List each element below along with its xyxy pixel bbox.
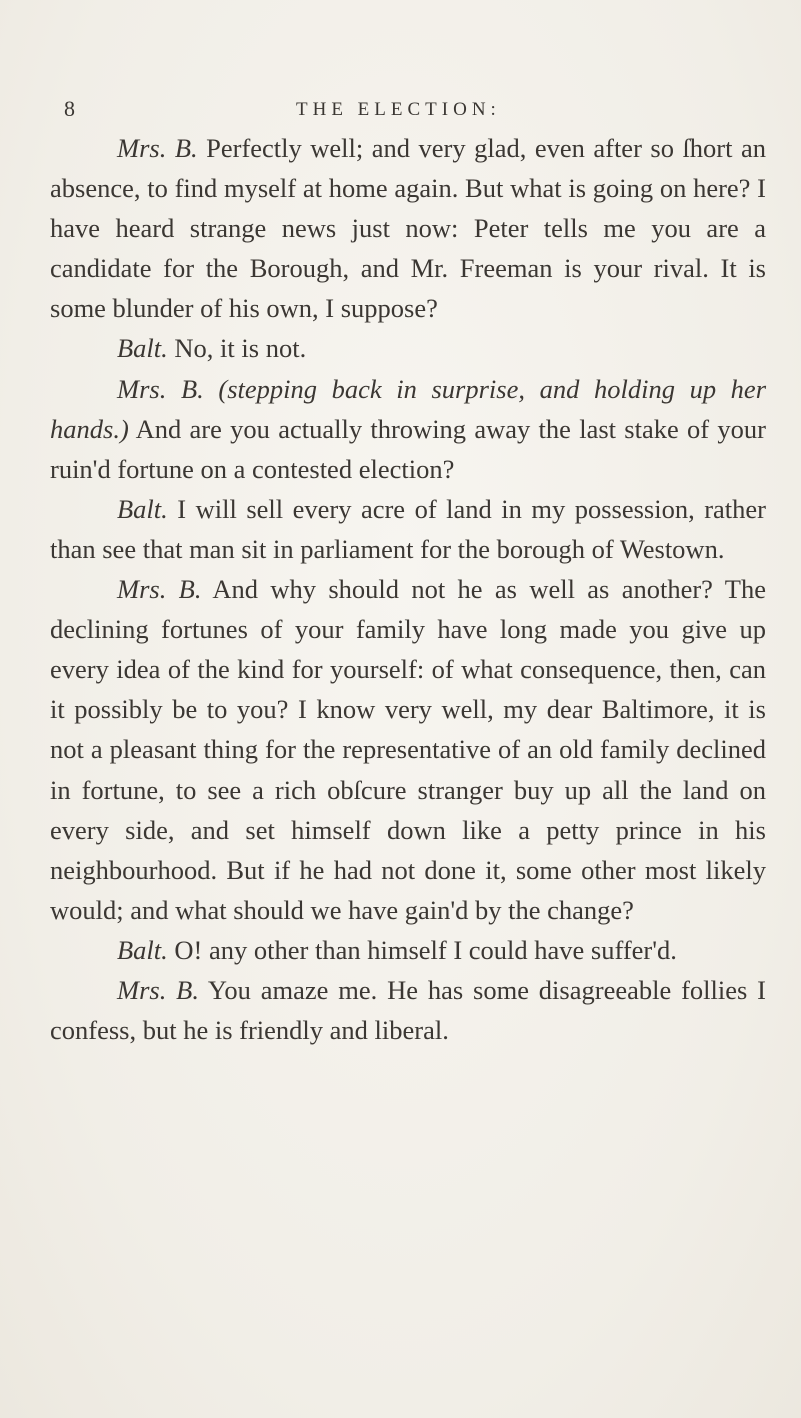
page-number: 8 bbox=[64, 96, 75, 121]
dialogue-paragraph bbox=[50, 369, 766, 489]
dialogue-text: No, it is not. bbox=[167, 333, 307, 364]
dialogue-text: I will sell every acre of land in my possession, rather than see that man sit in parliament for the borough of Westown. bbox=[50, 493, 766, 564]
speaker-name: Mrs. B. bbox=[117, 574, 202, 605]
dialogue-text: And are you actually throwing away the last stake of your ruin'd fortune on a contested election? bbox=[50, 413, 766, 484]
body-text bbox=[50, 128, 766, 1050]
dialogue-text: And why should not he as well as another? The declining fortunes of your family have long made you give up every idea of the kind for yourself: of what consequence, then, can it possibly be to you? I know very well, my dear Baltimore, it is not a pleasant thing for the representative of an old family declined in fortune, to see a rich obſcure stranger buy up all the land on every side, and set himself down like a petty prince in his neighbourhood. But if he had not done it, some other most likely would; and what should we have gain'd by the change? bbox=[50, 574, 766, 925]
dialogue-paragraph bbox=[50, 128, 766, 328]
dialogue-paragraph bbox=[50, 569, 766, 930]
speaker-name: Mrs. B. bbox=[117, 133, 198, 163]
running-head: THE ELECTION: bbox=[296, 99, 501, 120]
speaker-name: Balt. bbox=[117, 934, 168, 965]
dialogue-paragraph bbox=[50, 489, 766, 569]
page-header bbox=[64, 96, 741, 126]
dialogue-paragraph bbox=[50, 930, 766, 970]
dialogue-paragraph bbox=[50, 970, 766, 1050]
speaker-name: Mrs. B. bbox=[117, 974, 199, 1005]
dialogue-text: Perfectly well; and very glad, even after so ſhort an absence, to find myself at home again. But what is going on here? I have heard strange news just now: Peter tells me you are a candidate for the Borough, and Mr. Freeman is your rival. It is some blunder of his own, I suppose? bbox=[50, 133, 767, 324]
speaker-name: Balt. bbox=[117, 493, 168, 524]
stage-direction: (stepping back in surprise, and holding up her hands.) bbox=[50, 373, 767, 444]
dialogue-text: You amaze me. He has some disagreeable follies I confess, but he is friendly and liberal. bbox=[50, 974, 766, 1046]
dialogue-text: O! any other than himself I could have suffer'd. bbox=[167, 934, 677, 965]
speaker-name: Mrs. B. bbox=[117, 373, 204, 404]
dialogue-paragraph bbox=[50, 328, 766, 368]
speaker-name: Balt. bbox=[117, 333, 168, 364]
